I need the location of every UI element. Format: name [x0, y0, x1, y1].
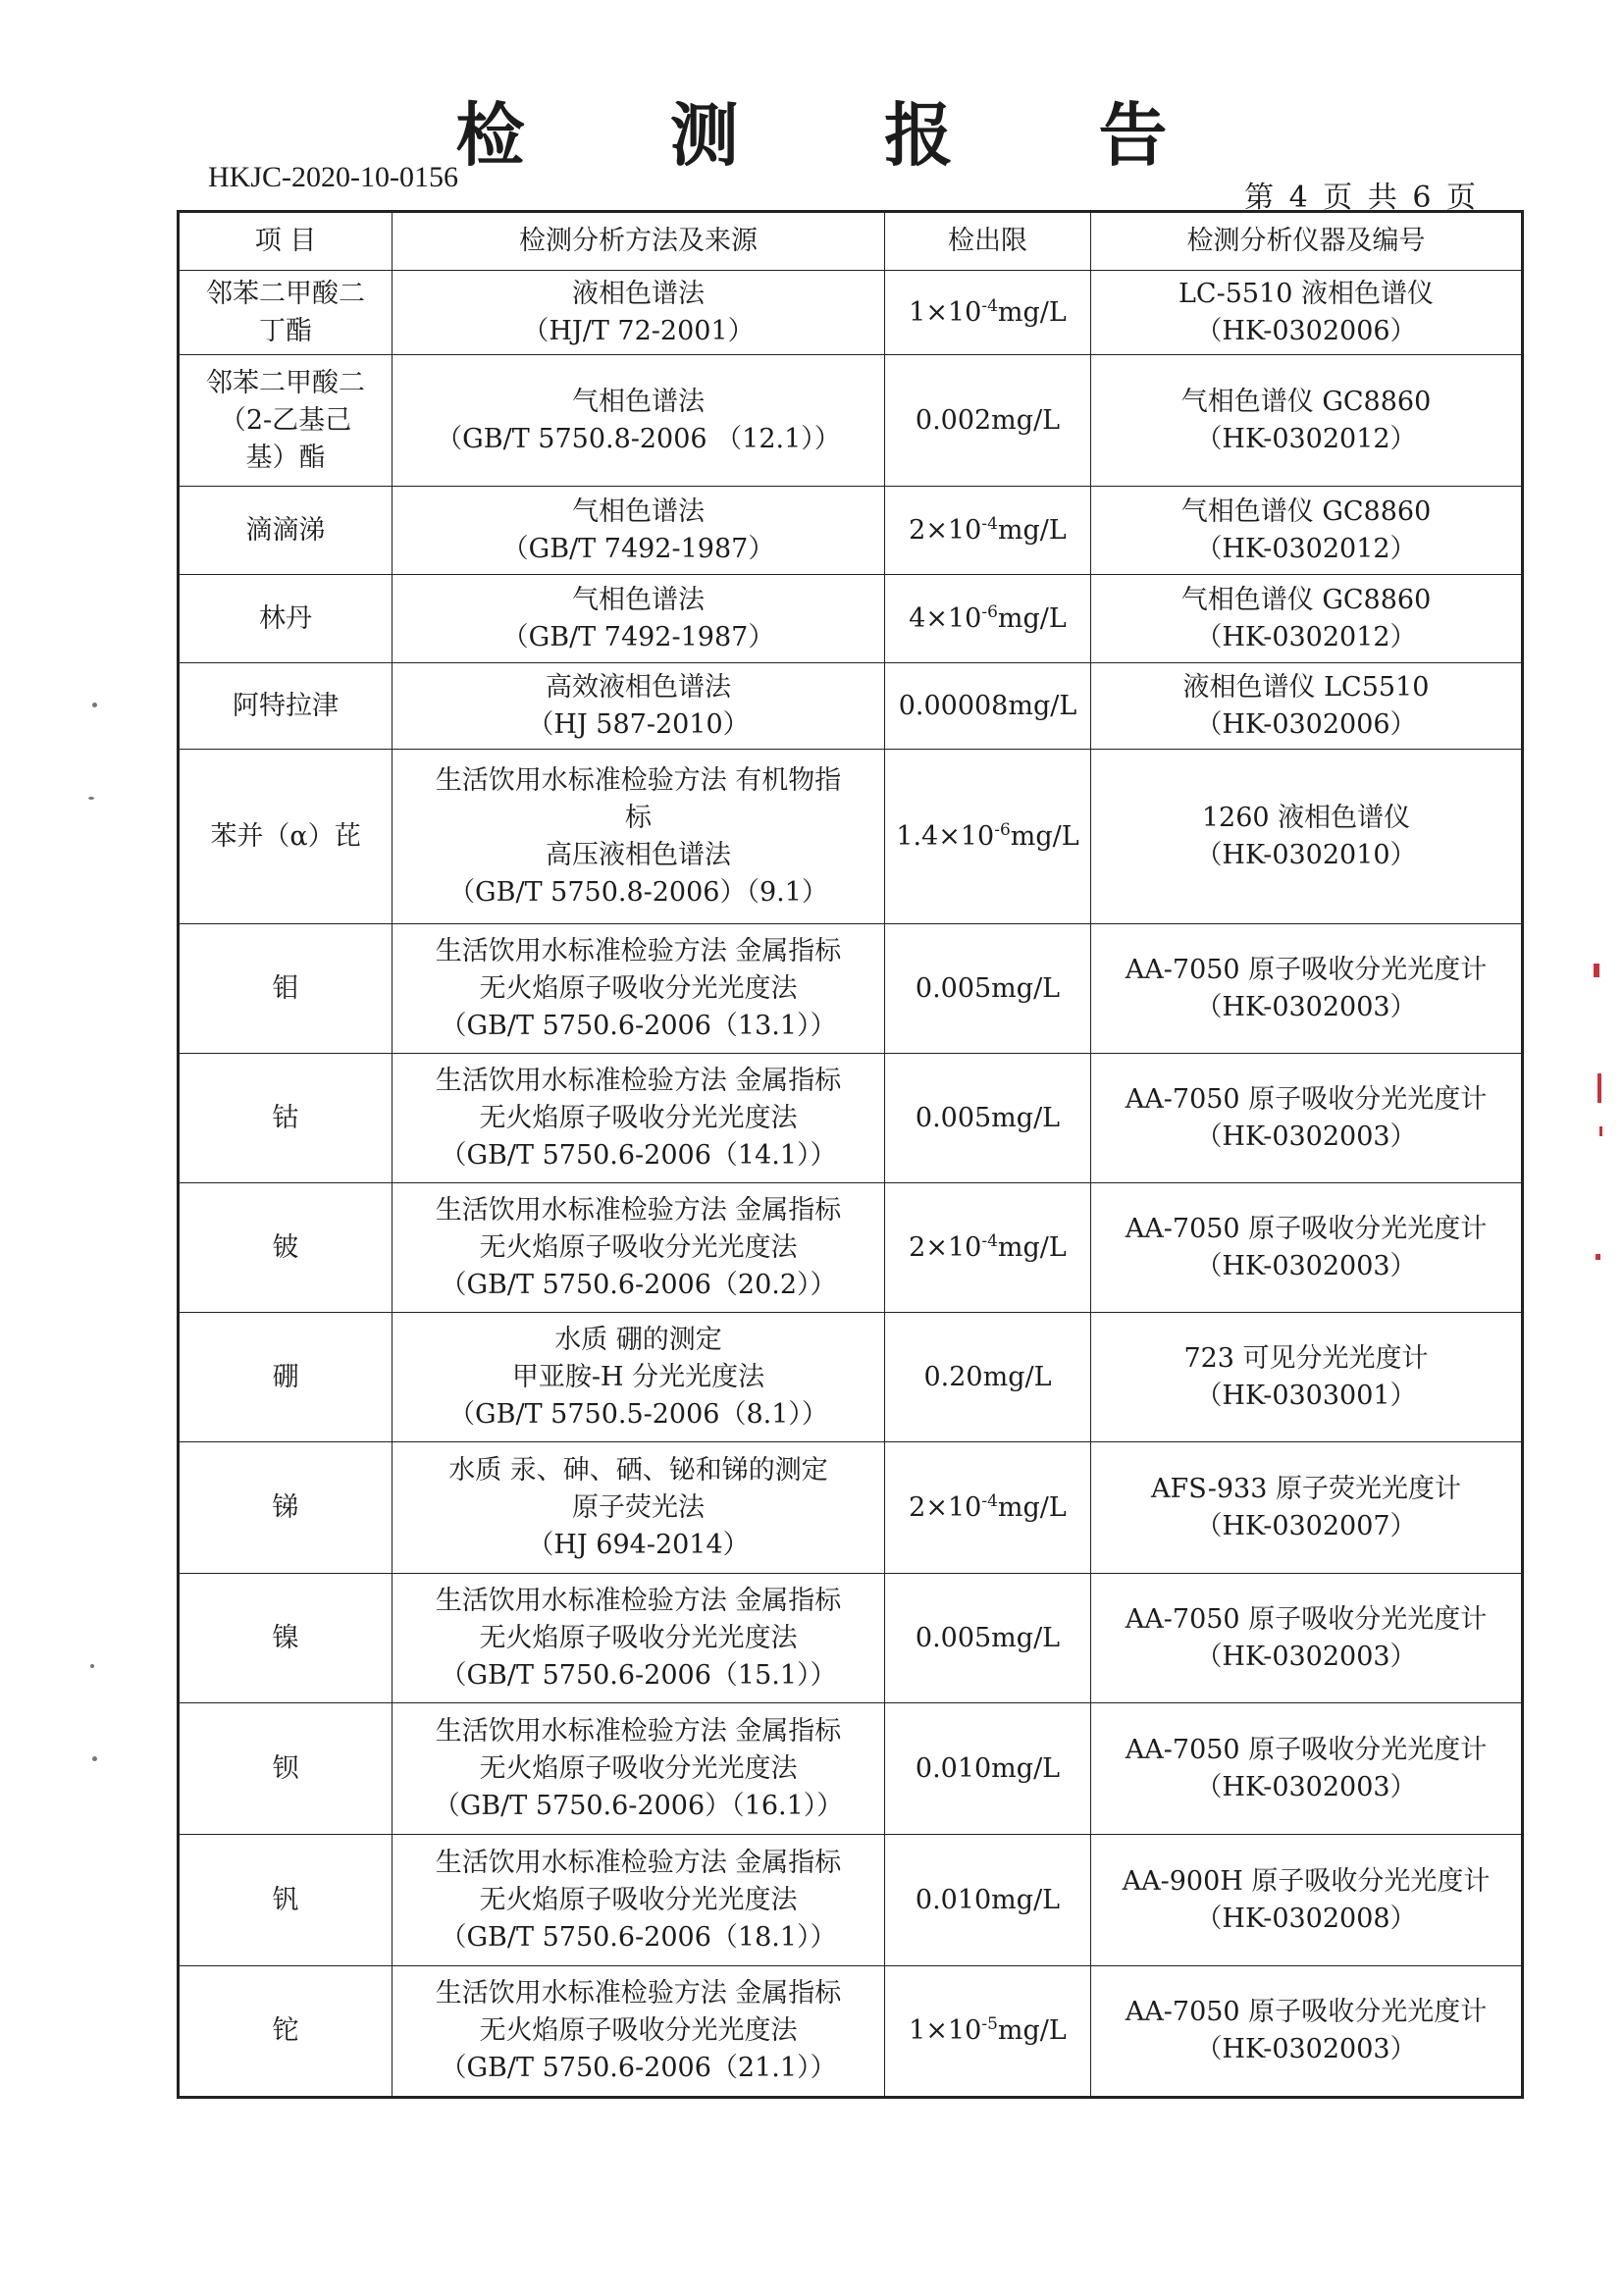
instrument-cell	[1091, 575, 1523, 663]
method-cell	[393, 1442, 885, 1574]
test-method-table	[177, 210, 1524, 2099]
limit-base: 0.20mg/L	[923, 1361, 1052, 1392]
instrument-cell	[1091, 487, 1523, 575]
limit-base: 2×10	[909, 1491, 982, 1523]
limit-exp: -4	[981, 1230, 998, 1251]
limit-cell	[885, 1703, 1091, 1835]
instrument-cell	[1091, 1574, 1523, 1703]
method-cell-line: 标	[625, 802, 652, 833]
limit-exp: -4	[981, 295, 998, 316]
limit-exp: -4	[981, 513, 998, 534]
method-cell	[393, 663, 885, 750]
limit-cell	[885, 1835, 1091, 1966]
item-cell	[179, 750, 393, 924]
item-cell-line: （2-乙基己	[219, 404, 352, 436]
method-cell-line: 无火焰原子吸收分光光度法	[479, 1102, 798, 1133]
item-cell	[179, 1183, 393, 1313]
method-cell-line: （GB/T 7492-1987）	[501, 533, 775, 564]
limit-cell	[885, 575, 1091, 663]
table-row	[179, 750, 1523, 924]
item-cell-line: 丁酯	[259, 315, 312, 346]
report-number: HKJC-2020-10-0156	[208, 161, 458, 193]
table-row	[179, 663, 1523, 750]
method-cell	[393, 1183, 885, 1313]
method-cell-line: （GB/T 5750.5-2006（8.1））	[448, 1398, 828, 1430]
table-row	[179, 1054, 1523, 1183]
method-cell-line: 气相色谱法	[572, 584, 705, 615]
method-cell-line: 气相色谱法	[572, 386, 705, 417]
instrument-cell-line: AA-7050 原子吸收分光光度计	[1125, 1083, 1488, 1115]
limit-cell	[885, 1313, 1091, 1442]
method-cell-line: 无火焰原子吸收分光光度法	[479, 1752, 798, 1784]
item-cell	[179, 1313, 393, 1442]
item-cell	[179, 1054, 393, 1183]
method-cell	[393, 1703, 885, 1835]
limit-base: 0.010mg/L	[915, 1752, 1061, 1784]
item-cell-line: 滴滴涕	[245, 514, 326, 546]
column-header-instrument: 检测分析仪器及编号	[1091, 212, 1523, 271]
instrument-cell-line: （HK-0302012）	[1195, 621, 1417, 652]
instrument-cell-line: （HK-0302003）	[1195, 991, 1417, 1022]
table-row	[179, 924, 1523, 1054]
method-cell-line: 高压液相色谱法	[546, 839, 731, 870]
limit-base: 4×10	[909, 602, 982, 634]
method-cell-line: 原子荧光法	[572, 1491, 705, 1523]
item-cell	[179, 575, 393, 663]
method-cell-line: 生活饮用水标准检验方法 金属指标	[435, 1847, 842, 1878]
method-cell-line: 无火焰原子吸收分光光度法	[479, 1622, 798, 1653]
table-row	[179, 487, 1523, 575]
instrument-cell	[1091, 1313, 1523, 1442]
item-cell-line: 钼	[272, 972, 299, 1004]
item-cell	[179, 1574, 393, 1703]
limit-unit: mg/L	[997, 1491, 1067, 1523]
column-header-limit: 检出限	[885, 212, 1091, 271]
instrument-cell-line: （HK-0302003）	[1195, 1771, 1417, 1802]
instrument-cell-line: 气相色谱仪 GC8860	[1180, 496, 1432, 527]
table-row	[179, 1442, 1523, 1574]
limit-unit: mg/L	[997, 296, 1067, 328]
method-cell-line: （GB/T 5750.6-2006（21.1））	[440, 2053, 837, 2083]
instrument-cell-line: （HK-0302003）	[1195, 2034, 1417, 2064]
method-cell-line: （GB/T 5750.6-2006（18.1））	[440, 1921, 837, 1953]
instrument-cell	[1091, 1835, 1523, 1966]
method-cell-line: （GB/T 7492-1987）	[501, 621, 775, 652]
method-cell	[393, 271, 885, 355]
table-row	[179, 1313, 1523, 1442]
instrument-cell-line: （HK-0302010）	[1195, 839, 1417, 870]
instrument-cell-line: AA-7050 原子吸收分光光度计	[1125, 1213, 1488, 1244]
item-cell	[179, 487, 393, 575]
table-header-row	[179, 212, 1523, 271]
method-cell-line: 生活饮用水标准检验方法 金属指标	[435, 1585, 842, 1616]
method-cell-line: （GB/T 5750.6-2006）（16.1））	[433, 1790, 844, 1821]
limit-cell	[885, 750, 1091, 924]
table-row	[179, 1703, 1523, 1835]
item-cell-line: 林丹	[259, 602, 312, 634]
instrument-cell-line: 气相色谱仪 GC8860	[1180, 584, 1432, 615]
instrument-cell	[1091, 1054, 1523, 1183]
item-cell	[179, 271, 393, 355]
item-cell-line: 邻苯二甲酸二	[206, 278, 365, 309]
limit-cell	[885, 487, 1091, 575]
table-row	[179, 1966, 1523, 2098]
instrument-cell-line: 1260 液相色谱仪	[1201, 802, 1411, 833]
seal-edge-mark	[1596, 1254, 1600, 1260]
method-cell-line: 无火焰原子吸收分光光度法	[479, 972, 798, 1004]
instrument-cell-line: LC-5510 液相色谱仪	[1178, 278, 1434, 309]
method-cell-line: 甲亚胺-H 分光光度法	[511, 1361, 765, 1392]
report-title: 检 测 报 告	[455, 95, 1229, 176]
method-cell-line: 生活饮用水标准检验方法 金属指标	[435, 1978, 842, 2009]
instrument-cell	[1091, 1442, 1523, 1574]
instrument-cell-line: 气相色谱仪 GC8860	[1180, 386, 1432, 417]
item-cell-line: 铊	[272, 2015, 299, 2046]
method-cell-line: 无火焰原子吸收分光光度法	[479, 1884, 798, 1915]
method-cell-line: （GB/T 5750.8-2006）（9.1）	[448, 876, 828, 908]
limit-base: 2×10	[909, 1231, 982, 1263]
item-cell-line: 镍	[272, 1622, 299, 1653]
table-row	[179, 1835, 1523, 1966]
limit-base: 2×10	[909, 514, 982, 546]
method-cell-line: 生活饮用水标准检验方法 金属指标	[435, 1065, 842, 1096]
method-cell-line: 水质 汞、砷、硒、铋和锑的测定	[448, 1454, 828, 1486]
scan-speck	[92, 703, 97, 707]
instrument-cell	[1091, 924, 1523, 1054]
limit-base: 0.002mg/L	[915, 404, 1061, 436]
limit-cell	[885, 1054, 1091, 1183]
instrument-cell-line: （HK-0302003）	[1195, 1641, 1417, 1672]
method-cell-line: 无火焰原子吸收分光光度法	[479, 1231, 798, 1263]
table-row	[179, 1574, 1523, 1703]
instrument-cell-line: （HK-0302007）	[1195, 1510, 1417, 1541]
instrument-cell-line: 液相色谱仪 LC5510	[1182, 671, 1430, 703]
seal-edge-mark	[1594, 964, 1599, 977]
instrument-cell-line: AA-7050 原子吸收分光光度计	[1125, 1997, 1488, 2027]
method-cell	[393, 750, 885, 924]
instrument-cell-line: （HK-0302008）	[1195, 1903, 1417, 1934]
item-cell	[179, 663, 393, 750]
method-cell	[393, 924, 885, 1054]
instrument-cell	[1091, 663, 1523, 750]
instrument-cell-line: 723 可见分光光度计	[1183, 1342, 1429, 1374]
limit-base: 0.005mg/L	[915, 1622, 1061, 1653]
item-cell-line: 锑	[272, 1491, 299, 1523]
method-cell-line: （GB/T 5750.6-2006（13.1））	[440, 1010, 837, 1041]
instrument-cell-line: （HK-0302006）	[1195, 708, 1417, 740]
limit-unit: mg/L	[1010, 820, 1079, 852]
item-cell-line: 钒	[272, 1884, 299, 1915]
seal-edge-mark	[1597, 1073, 1601, 1103]
item-cell	[179, 924, 393, 1054]
method-cell	[393, 1966, 885, 2098]
item-cell	[179, 1442, 393, 1574]
instrument-cell-line: AA-7050 原子吸收分光光度计	[1125, 1603, 1488, 1635]
method-cell-line: 生活饮用水标准检验方法 金属指标	[435, 1715, 842, 1747]
method-cell-line: 高效液相色谱法	[546, 671, 731, 703]
method-cell-line: （HJ 694-2014）	[527, 1529, 750, 1560]
instrument-cell-line: AA-7050 原子吸收分光光度计	[1125, 954, 1488, 985]
method-cell	[393, 1054, 885, 1183]
instrument-cell	[1091, 355, 1523, 487]
method-cell	[393, 1835, 885, 1966]
table-body	[179, 271, 1523, 2098]
method-cell-line: 生活饮用水标准检验方法 金属指标	[435, 1194, 842, 1226]
item-cell	[179, 1703, 393, 1835]
item-cell-line: 邻苯二甲酸二	[206, 367, 365, 398]
instrument-cell-line: AA-7050 原子吸收分光光度计	[1125, 1734, 1488, 1765]
item-cell-line: 铍	[272, 1231, 299, 1263]
item-cell-line: 苯并（α）芘	[210, 820, 361, 852]
method-cell-line: （GB/T 5750.8-2006 （12.1））	[436, 423, 841, 454]
method-cell-line: （GB/T 5750.6-2006（14.1））	[440, 1139, 837, 1171]
limit-base: 0.005mg/L	[915, 1102, 1061, 1133]
method-cell	[393, 1313, 885, 1442]
limit-cell	[885, 271, 1091, 355]
method-cell-line: 生活饮用水标准检验方法 金属指标	[435, 935, 842, 966]
item-cell-line: 硼	[272, 1361, 299, 1392]
seal-edge-mark	[1599, 1126, 1602, 1136]
limit-cell	[885, 1574, 1091, 1703]
instrument-cell-line: （HK-0302012）	[1195, 533, 1417, 564]
method-cell-line: （HJ 587-2010）	[527, 708, 750, 740]
item-cell-line: 钡	[272, 1752, 299, 1784]
instrument-cell-line: （HK-0302003）	[1195, 1250, 1417, 1281]
limit-base: 1×10	[909, 296, 982, 328]
instrument-cell-line: （HK-0303001）	[1195, 1380, 1417, 1411]
instrument-cell-line: AFS-933 原子荧光光度计	[1151, 1473, 1461, 1504]
method-cell	[393, 1574, 885, 1703]
limit-cell	[885, 663, 1091, 750]
item-cell-line: 阿特拉津	[233, 690, 339, 721]
instrument-cell-line: （HK-0302012）	[1195, 423, 1417, 454]
limit-unit: mg/L	[997, 1231, 1067, 1263]
method-cell-line: （HJ/T 72-2001）	[522, 315, 755, 346]
limit-cell	[885, 924, 1091, 1054]
method-cell-line: （GB/T 5750.6-2006（15.1））	[440, 1659, 837, 1691]
method-cell	[393, 575, 885, 663]
limit-exp: -4	[981, 1490, 998, 1511]
method-cell	[393, 355, 885, 487]
item-cell-line: 基）酯	[245, 442, 326, 473]
instrument-cell-line: AA-900H 原子吸收分光光度计	[1122, 1865, 1491, 1897]
column-header-method: 检测分析方法及来源	[393, 212, 885, 271]
item-cell-line: 钴	[272, 1102, 299, 1133]
item-cell	[179, 1966, 393, 2098]
table-row	[179, 1183, 1523, 1313]
limit-base: 1×10	[909, 2015, 982, 2046]
instrument-cell-line: （HK-0302006）	[1195, 315, 1417, 346]
method-cell-line: 生活饮用水标准检验方法 有机物指	[435, 764, 842, 796]
scan-speck	[88, 797, 94, 800]
limit-cell	[885, 1183, 1091, 1313]
instrument-cell	[1091, 750, 1523, 924]
instrument-cell	[1091, 1183, 1523, 1313]
instrument-cell-line: （HK-0302003）	[1195, 1121, 1417, 1152]
method-cell	[393, 487, 885, 575]
scan-speck	[92, 1756, 97, 1761]
limit-cell	[885, 355, 1091, 487]
limit-base: 0.00008mg/L	[898, 690, 1077, 721]
limit-cell	[885, 1442, 1091, 1574]
instrument-cell	[1091, 1703, 1523, 1835]
limit-unit: mg/L	[997, 602, 1067, 634]
limit-exp: -5	[981, 2014, 998, 2034]
limit-unit: mg/L	[997, 514, 1067, 546]
limit-base: 1.4×10	[896, 820, 995, 852]
method-cell-line: 水质 硼的测定	[554, 1324, 722, 1355]
limit-exp: -6	[994, 819, 1011, 840]
method-cell-line: 无火焰原子吸收分光光度法	[479, 2015, 798, 2046]
item-cell	[179, 355, 393, 487]
instrument-cell	[1091, 271, 1523, 355]
limit-base: 0.010mg/L	[915, 1884, 1061, 1915]
method-cell-line: 气相色谱法	[572, 496, 705, 527]
table-row	[179, 575, 1523, 663]
table-row	[179, 271, 1523, 355]
item-cell	[179, 1835, 393, 1966]
page-indicator: 第 4 页 共 6 页	[1244, 181, 1476, 215]
method-cell-line: （GB/T 5750.6-2006（20.2））	[440, 1269, 837, 1300]
limit-unit: mg/L	[997, 2015, 1067, 2046]
instrument-cell	[1091, 1966, 1523, 2098]
limit-base: 0.005mg/L	[915, 972, 1061, 1004]
limit-exp: -6	[981, 601, 998, 622]
table-row	[179, 355, 1523, 487]
limit-cell	[885, 1966, 1091, 2098]
method-cell-line: 液相色谱法	[572, 278, 705, 309]
scan-speck	[90, 1664, 94, 1668]
column-header-item: 项 目	[179, 212, 393, 271]
